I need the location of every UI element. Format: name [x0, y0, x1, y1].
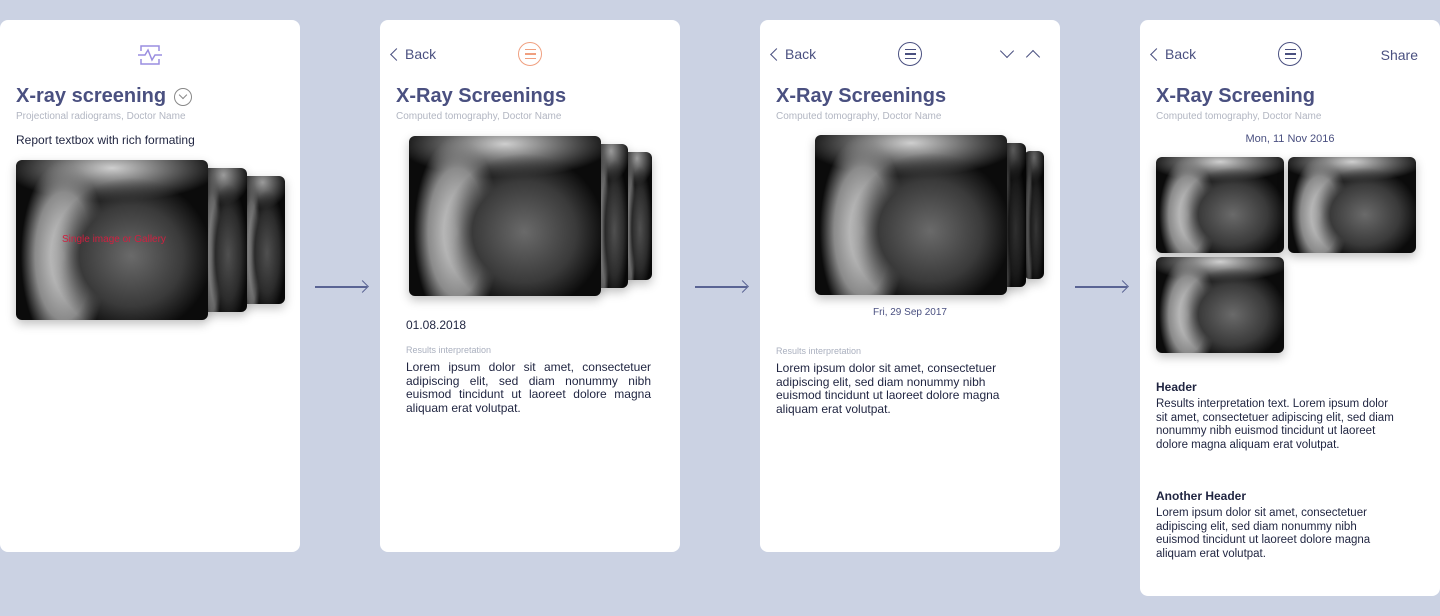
back-label: Back: [1165, 46, 1197, 62]
date: 01.08.2018: [406, 318, 467, 332]
menu-icon[interactable]: [898, 42, 922, 66]
page-title: X-Ray Screening: [1156, 85, 1315, 107]
section-header: Header: [1156, 380, 1197, 394]
chevron-left-icon: [1150, 48, 1163, 61]
screen-3: [760, 20, 1060, 552]
flow-arrow: [1075, 286, 1127, 288]
xray-thumbnail[interactable]: [1156, 257, 1284, 353]
flow-arrow: [315, 286, 367, 288]
pulse-icon: [137, 43, 163, 67]
xray-thumbnail[interactable]: [1288, 157, 1416, 253]
back-button[interactable]: [1148, 46, 1196, 62]
subtitle: Computed tomography, Doctor Name: [776, 111, 942, 122]
back-button[interactable]: [388, 46, 436, 62]
flow-arrow: [695, 286, 747, 288]
section-text: Lorem ipsum dolor sit amet, consectetuer adipiscing elit, sed diam nonummy nibh euismod tincidunt ut laoreet dolore magna aliquam erat volutpat.: [1156, 507, 1371, 560]
xray-thumbnail[interactable]: [1156, 157, 1284, 253]
back-button[interactable]: [768, 46, 816, 62]
date: Mon, 11 Nov 2016: [1245, 133, 1335, 145]
page-title: X-ray screening: [16, 85, 167, 107]
share-button[interactable]: Share: [1380, 47, 1418, 63]
menu-icon[interactable]: [1278, 42, 1302, 66]
page-title: X-Ray Screenings: [396, 85, 567, 107]
results-label: Results interpretation: [776, 346, 862, 356]
section-text: Results interpretation text. Lorem ipsum dolor sit amet, consectetuer adipiscing elit, sed diam nonummy nibh euismod tincidunt ut laoreet dolore magna aliquam erat volutpat.: [1156, 398, 1394, 451]
screen-1: [0, 20, 300, 552]
menu-icon[interactable]: [518, 42, 542, 66]
page-title: X-Ray Screenings: [776, 85, 947, 107]
chevron-down-icon[interactable]: [1000, 44, 1014, 58]
xray-thumbnail[interactable]: [1024, 151, 1044, 279]
screen-4: [1140, 20, 1440, 596]
back-label: Back: [405, 46, 437, 62]
screen-2: [380, 20, 680, 552]
date: Fri, 29 Sep 2017: [873, 307, 947, 318]
chevron-down-icon[interactable]: [174, 88, 192, 106]
chevron-left-icon: [770, 48, 783, 61]
section-header: Another Header: [1156, 489, 1247, 503]
subtitle: Computed tomography, Doctor Name: [396, 111, 562, 122]
subtitle: Projectional radiograms, Doctor Name: [16, 111, 186, 122]
results-text: Lorem ipsum dolor sit amet, consectetuer adipiscing elit, sed diam nonummy nibh euismod tincidunt ut laoreet dolore magna aliquam erat volutpat.: [406, 360, 651, 415]
gallery-overlay-label: Single image or Gallery: [62, 234, 166, 245]
chevron-up-icon[interactable]: [1026, 50, 1040, 64]
results-text: Lorem ipsum dolor sit amet, consectetuer adipiscing elit, sed diam nonummy nibh euismod tincidunt ut laoreet dolore magna aliquam erat volutpat.: [776, 361, 1000, 416]
xray-image[interactable]: [815, 135, 1007, 295]
chevron-left-icon: [390, 48, 403, 61]
xray-image[interactable]: [409, 136, 601, 296]
subtitle: Computed tomography, Doctor Name: [1156, 111, 1322, 122]
report-label[interactable]: Report textbox with rich formating: [16, 133, 195, 147]
results-label: Results interpretation: [406, 345, 492, 355]
back-label: Back: [785, 46, 817, 62]
